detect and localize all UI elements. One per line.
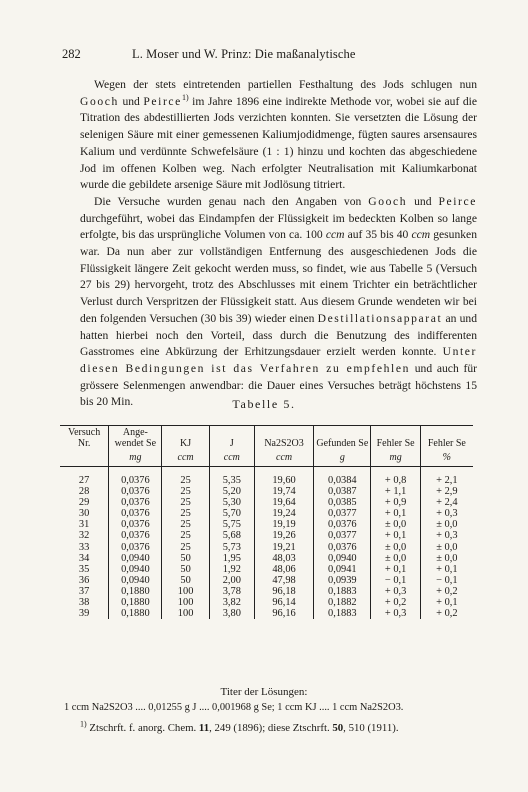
footnote — [80, 719, 480, 734]
titer-label: Titer der Lösungen: — [220, 686, 308, 698]
col-header: Na2S2O3 — [254, 426, 313, 453]
table-cell: 33 — [78, 541, 90, 553]
page-header — [62, 47, 472, 62]
table-cell: 0,0385 — [314, 497, 371, 508]
table-row — [60, 597, 473, 608]
table-cell: + 0,1 — [371, 564, 420, 575]
unit-text: ccm — [276, 452, 293, 463]
table-cell: + 2,1 — [420, 467, 473, 487]
table-cell: 25 — [162, 467, 209, 487]
table-cell: + 0,1 — [371, 530, 420, 541]
table-cell: 1,95 — [209, 553, 254, 564]
table-cell: 27 — [78, 475, 90, 486]
table-cell: 34 — [78, 552, 90, 564]
table-cell: + 0,2 — [420, 586, 473, 597]
table-cell: 0,1882 — [314, 597, 371, 608]
table-cell: ± 0,0 — [371, 542, 420, 553]
table-cell: 25 — [162, 508, 209, 519]
table-cell: + 0,1 — [371, 508, 420, 519]
table-cell: 48,03 — [254, 553, 313, 564]
table-cell: ± 0,0 — [420, 519, 473, 530]
table-cell: 0,1880 — [109, 597, 162, 608]
text-run: Wegen der stets eintretenden partiellen Festhaltung des Jods schlugen nun — [94, 78, 477, 91]
table-cell: 37 — [78, 585, 90, 597]
col-unit — [254, 452, 313, 467]
table-cell: 0,1883 — [314, 608, 371, 619]
unit-text: g — [339, 452, 345, 463]
table-cell: 100 — [162, 586, 209, 597]
unit-text: % — [442, 452, 452, 463]
table-row — [60, 497, 473, 508]
table-cell: 0,0377 — [314, 508, 371, 519]
table-cell: 0,0376 — [109, 508, 162, 519]
table-cell: 3,80 — [209, 608, 254, 619]
table-cell: 5,35 — [209, 467, 254, 487]
running-title: L. Moser und W. Prinz: Die maßanalytische — [132, 47, 356, 61]
table-cell: + 2,9 — [420, 486, 473, 497]
table-cell: 0,0940 — [109, 564, 162, 575]
author-name: Peirce — [143, 94, 182, 108]
col-unit — [314, 452, 371, 467]
table-cell: 48,06 — [254, 564, 313, 575]
results-table — [60, 425, 473, 619]
table-cell: 0,0376 — [109, 467, 162, 487]
table-cell: 0,0376 — [109, 530, 162, 541]
table-cell: 5,68 — [209, 530, 254, 541]
table-cell: 5,75 — [209, 519, 254, 530]
table-cell: 5,70 — [209, 508, 254, 519]
table-cell: 50 — [162, 564, 209, 575]
table-row — [60, 467, 473, 487]
table-cell: 50 — [162, 553, 209, 564]
table-cell: 19,24 — [254, 508, 313, 519]
table-cell: 19,26 — [254, 530, 313, 541]
col-header: Fehler Se — [420, 426, 473, 453]
author-name: Peirce — [438, 194, 478, 208]
table-cell: 96,18 — [254, 586, 313, 597]
col-header: Ange-wendet Se — [109, 426, 162, 453]
emphasized-phrase: Unter diesen Bedingungen ist das Verfahren zu empfehlen — [80, 345, 477, 375]
table-cell: 96,14 — [254, 597, 313, 608]
paragraph-2 — [80, 194, 477, 411]
table-cell: − 0,1 — [371, 575, 420, 586]
table-cell: 38 — [78, 597, 90, 609]
table-cell: 5,30 — [209, 497, 254, 508]
table-caption: Tabelle 5. — [232, 397, 296, 411]
table-row — [60, 519, 473, 530]
table-cell: 25 — [162, 497, 209, 508]
table-cell: + 0,2 — [371, 597, 420, 608]
footnote-marker: 1) — [80, 719, 87, 729]
table-row — [60, 508, 473, 519]
text-run: gesunken war. Da nun aber zur vollständigen Entfernung des ausgeschiedenen Jods die Flüssigkeit längere Zeit gekocht werden muss, so findet, wie aus Tabelle 5 (Versuch 27 bis 29) hervorgeht, trotz des Abschlusses mit einem Trichter ein beträchtlicher Verlust durch Verspritzen der Flüssigkeit statt. Aus diesem Grunde wendeten wir bei den folgenden Versuchen (30 bis 39) wieder einen — [80, 228, 478, 325]
table-cell: 19,21 — [254, 542, 313, 553]
table-cell: 25 — [162, 530, 209, 541]
table-cell: + 0,3 — [371, 608, 420, 619]
author-name: Gooch — [368, 194, 408, 208]
text-run: Ztschrft. f. anorg. Chem. — [86, 722, 199, 734]
emphasized-term: Destillationsapparat — [317, 311, 443, 325]
unit: ccm — [325, 228, 345, 242]
table-cell: ± 0,0 — [371, 519, 420, 530]
table-row — [60, 586, 473, 597]
table-cell: 5,20 — [209, 486, 254, 497]
table-cell: 25 — [162, 486, 209, 497]
table-cell: 100 — [162, 597, 209, 608]
table-cell: 0,0384 — [314, 467, 371, 487]
table-cell: + 2,4 — [420, 497, 473, 508]
table-cell: 31 — [78, 519, 90, 531]
table-units-row — [60, 452, 473, 467]
table-cell: 0,0940 — [109, 575, 162, 586]
table-cell: 96,16 — [254, 608, 313, 619]
table-cell: 30 — [78, 508, 90, 520]
unit-text: mg — [129, 452, 142, 463]
table-row — [60, 553, 473, 564]
table-cell: + 0,2 — [420, 608, 473, 619]
page-number: 282 — [62, 47, 81, 61]
author-name: Gooch — [80, 94, 119, 108]
table-cell: ± 0,0 — [371, 553, 420, 564]
text-run: auf 35 bis 40 — [344, 228, 412, 242]
col-unit — [371, 452, 420, 467]
volume-number: 50 — [332, 722, 344, 734]
col-header: Versuch Nr. — [60, 426, 109, 453]
col-unit — [209, 452, 254, 467]
col-header: J — [209, 426, 254, 453]
table-cell: 0,0376 — [109, 519, 162, 530]
paragraph-1 — [80, 77, 477, 194]
text-run: Die Versuche wurden genau nach den Angaben von — [94, 194, 369, 208]
unit-text: mg — [389, 452, 402, 463]
table-cell: 0,1880 — [109, 608, 162, 619]
unit-text: ccm — [223, 452, 240, 463]
table-cell: 28 — [78, 486, 90, 498]
table-cell: 39 — [78, 608, 90, 620]
col-unit — [420, 452, 473, 467]
table-cell: 0,0376 — [314, 542, 371, 553]
table-cell: 19,19 — [254, 519, 313, 530]
col-header: Gefunden Se — [314, 426, 371, 453]
table-cell: + 0,1 — [420, 597, 473, 608]
table-cell: 25 — [162, 519, 209, 530]
text-run: und — [407, 194, 439, 208]
table-cell: 0,0376 — [109, 486, 162, 497]
table-cell: 0,0387 — [314, 486, 371, 497]
table-row — [60, 542, 473, 553]
volume-number: 11 — [198, 722, 210, 734]
body-text — [80, 77, 477, 411]
table-cell: 100 — [162, 608, 209, 619]
table-cell: 35 — [78, 563, 90, 575]
col-unit — [109, 452, 162, 467]
table-cell: 5,73 — [209, 542, 254, 553]
table-cell: 0,0376 — [109, 542, 162, 553]
table-body — [60, 467, 473, 620]
text-run: und — [118, 94, 144, 108]
table-cell: + 0,3 — [420, 508, 473, 519]
table-header-row — [60, 426, 473, 453]
table-cell: 47,98 — [254, 575, 313, 586]
table-row — [60, 564, 473, 575]
col-header: Fehler Se — [371, 426, 420, 453]
table-cell: − 0,1 — [420, 575, 473, 586]
table-cell: 0,0940 — [314, 553, 371, 564]
table-cell: 0,1880 — [109, 586, 162, 597]
text-run: im Jahre 1896 eine indirekte Methode vor, wobei sie auf die Titration des abdestillierten Jods verzichten konnten. Sie versetzten die Lösung der selenigen Säure mit einer gemessenen Kaliumjodidmenge, fügten saures arsensaures Kalium und verdünnte Schwefelsäure (1 : 1) hinzu und kochten das abgeschiedene Jod im offenen Kolben weg. Nach erfolgter Neutralisation mit Kaliumkarbonat wurde die gebildete arsenige Säure mit Jodlösung titriert. — [80, 94, 477, 192]
table-row — [60, 530, 473, 541]
table-cell: 19,64 — [254, 497, 313, 508]
text-run: durchgeführt, wobei das Eindampfen der Flüssigkeit im bedeckten Kolben so lange erfolgte, bis das ursprüngliche Volumen von ca. 100 — [80, 211, 477, 242]
table-cell: + 0,3 — [420, 530, 473, 541]
col-unit — [60, 452, 109, 467]
table-cell: + 1,1 — [371, 486, 420, 497]
table-cell: 50 — [162, 575, 209, 586]
text-run: , 249 (1896); diese Ztschrft. — [209, 722, 333, 734]
table-cell: 32 — [78, 530, 90, 542]
table-row — [60, 575, 473, 586]
text-run: und auch für grössere Selenmengen anwendbar: die Dauer eines Versuches beträgt höchstens 15 bis 20 Min. — [80, 361, 477, 409]
footnote-marker: 1) — [181, 92, 189, 102]
table-cell: 0,0376 — [314, 519, 371, 530]
unit: ccm — [411, 228, 431, 242]
table-cell: 25 — [162, 542, 209, 553]
table-cell: ± 0,0 — [420, 542, 473, 553]
table-cell: 3,82 — [209, 597, 254, 608]
col-header: KJ — [162, 426, 209, 453]
table-cell: + 0,9 — [371, 497, 420, 508]
table-row — [60, 608, 473, 619]
table-cell: 0,0377 — [314, 530, 371, 541]
table-cell: 3,78 — [209, 586, 254, 597]
unit-text: ccm — [177, 452, 194, 463]
table-cell: 36 — [78, 574, 90, 586]
table-cell: 1,92 — [209, 564, 254, 575]
table-cell: 0,0939 — [314, 575, 371, 586]
table-cell: 0,1883 — [314, 586, 371, 597]
titer-line: 1 ccm Na2S2O3 .... 0,01255 g J .... 0,001968 g Se; 1 ccm KJ .... 1 ccm Na2S2O3. — [64, 702, 404, 713]
table-cell: 19,74 — [254, 486, 313, 497]
table-cell: 2,00 — [209, 575, 254, 586]
col-unit — [162, 452, 209, 467]
table-cell: 0,0376 — [109, 497, 162, 508]
table-cell: 0,0940 — [109, 553, 162, 564]
table-cell: ± 0,0 — [420, 553, 473, 564]
text-run: , 510 (1911). — [343, 722, 399, 734]
table-cell: + 0,3 — [371, 586, 420, 597]
table-cell: 29 — [78, 497, 90, 509]
table-row — [60, 486, 473, 497]
table-cell: + 0,1 — [420, 564, 473, 575]
table-cell: + 0,8 — [371, 467, 420, 487]
table-cell: 0,0941 — [314, 564, 371, 575]
text-run: an und hatten hierbei noch den Vorteil, dass durch die Benutzung des indifferenten Gasstromes eine Abkürzung der Erhitzungsdauer erzielt werden konnte. — [80, 311, 477, 359]
table-cell: 19,60 — [254, 467, 313, 487]
